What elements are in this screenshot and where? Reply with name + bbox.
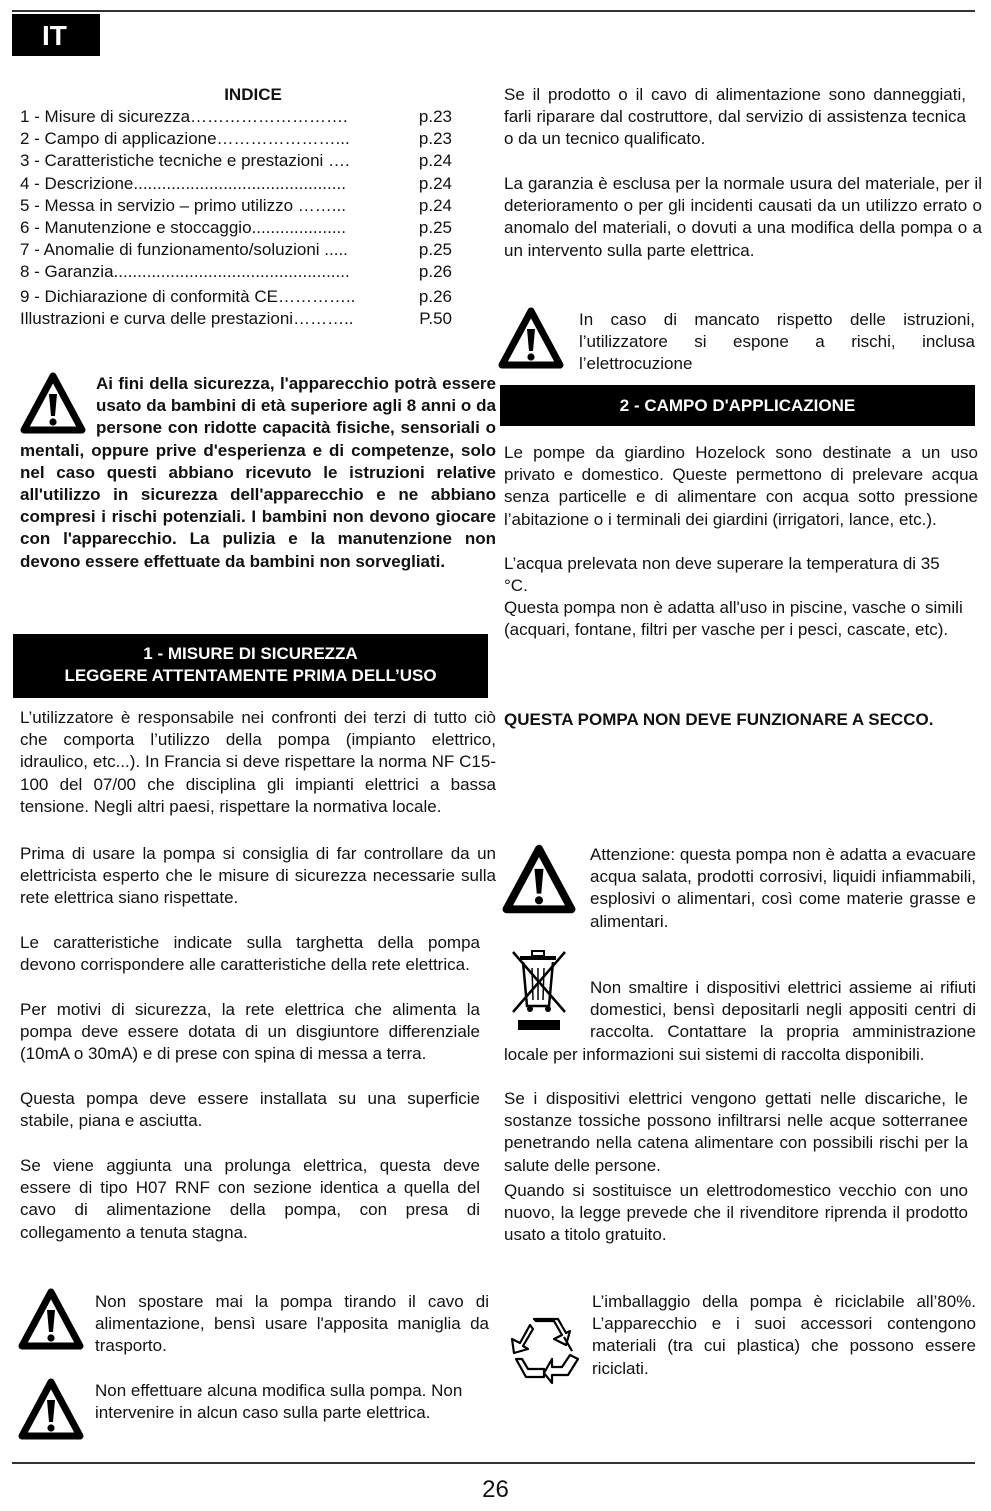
- right-paragraph-6: Se i dispositivi elettrici vengono gettati nelle discariche, le sostanze tossiche possono infiltrarsi nelle acque sotterranee penetrando nella catena alimentare con possibili rischi per la salute delle persone.: [504, 1089, 968, 1175]
- bottom-rule: [12, 1462, 975, 1464]
- warning-icon: [502, 842, 576, 916]
- index-row: [20, 261, 452, 283]
- index-row-page: p.24: [418, 151, 452, 171]
- index-row-page: p.24: [418, 195, 452, 215]
- warn-instructions-text: In caso di mancato rispetto delle istruzioni, l’utilizzatore si espone a rischi, inclusa l’elettrocuzione: [579, 310, 975, 374]
- index-row: [20, 308, 452, 330]
- index-row-label: 5 - Messa in servizio – primo utilizzo ……...: [20, 195, 346, 215]
- index-list: [20, 106, 452, 330]
- page-number: 26: [482, 1476, 509, 1503]
- recycle-icon: [508, 1315, 582, 1385]
- section-1-subtitle: LEGGERE ATTENTAMENTE PRIMA DELL’USO: [64, 666, 437, 685]
- warn-cable-text: Non spostare mai la pompa tirando il cavo di alimentazione, bensì usare l'apposita maniglia da trasporto.: [95, 1292, 489, 1356]
- index-row-page: p.23: [418, 129, 452, 149]
- index-row-page: p.25: [418, 240, 452, 260]
- language-badge: IT: [12, 14, 100, 56]
- index-row-label: 8 - Garanzia..................................................: [20, 262, 350, 282]
- index-row: [20, 106, 452, 128]
- right-paragraph-2: La garanzia è esclusa per la normale usura del materiale, per il deterioramento o per gli incidenti causati da un utilizzo errato o anomalo del materiali, o dovuti a una modifica della pompa o a un intervento sulla parte elettrica.: [504, 174, 982, 260]
- index-row: [20, 286, 452, 308]
- left-paragraph-3: Le caratteristiche indicate sulla targhetta della pompa devono corrispondere alle caratteristiche della rete elettrica.: [20, 933, 480, 975]
- right-paragraph-3: Le pompe da giardino Hozelock sono destinate a un uso privato e domestico. Queste permettono di prelevare acqua senza particelle e di alimentare con acqua sotto pressione l’abitazione o i terminali dei giardini (irrigatori, lance, etc.).: [504, 443, 978, 529]
- index-row-label: Illustrazioni e curva delle prestazioni………..: [20, 308, 354, 328]
- index-row-page: P.50: [419, 308, 452, 328]
- right-paragraph-4: L’acqua prelevata non deve superare la temperatura di 35 °C.: [504, 554, 940, 596]
- warn-attention-text: Attenzione: questa pompa non è adatta a evacuare acqua salata, prodotti corrosivi, liquidi infiammabili, esplosivi o alimentari, così come materie grasse e alimentari.: [590, 845, 976, 931]
- index-row-page: p.25: [418, 217, 452, 237]
- index-row-page: p.24: [418, 173, 452, 193]
- index-row: [20, 128, 452, 150]
- index-row-label: 3 - Caratteristiche tecniche e prestazioni ….: [20, 151, 350, 171]
- index-row-label: 1 - Misure di sicurezza……………………….: [20, 107, 348, 126]
- index-row-label: 6 - Manutenzione e stoccaggio....................: [20, 217, 346, 237]
- dry-run-warning: QUESTA POMPA NON DEVE FUNZIONARE A SECCO.: [504, 710, 934, 729]
- index-row: [20, 239, 452, 261]
- left-paragraph-6: Se viene aggiunta una prolunga elettrica, questa deve essere di tipo H07 RNF con sezione identica a quella del cavo di alimentazione della pompa, con presa di collegamento a tenuta stagna.: [20, 1156, 480, 1242]
- section-1-banner: [13, 634, 488, 698]
- index-row-page: p.26: [418, 262, 452, 282]
- weee-text: Non smaltire i dispositivi elettrici assieme ai rifiuti domestici, bensì depositarli negli appositi centri di raccolta. Contattare la propria amministrazione locale per informazioni sui sistemi di raccolta disponibili.: [504, 978, 976, 1064]
- index-row: [20, 217, 452, 239]
- warning-icon: [18, 1376, 84, 1442]
- index-row-label: 2 - Campo di applicazione…………………...: [20, 129, 350, 149]
- section-2-banner: [500, 385, 975, 426]
- warning-icon: [498, 305, 564, 371]
- warning-icon: [18, 1286, 84, 1352]
- left-paragraph-1: L’utilizzatore è responsabile nei confronti dei terzi di tutto ciò che comporta l’utilizzo della pompa (impianto elettrico, idraulico, etc...). In Francia si deve rispettare la norma NF C15-100 del 07/00 che disciplina gli impianti elettrici a bassa tensione. Negli altri paesi, rispettare la normativa locale.: [20, 708, 496, 816]
- left-paragraph-5: Questa pompa deve essere installata su una superficie stabile, piana e asciutta.: [20, 1089, 480, 1131]
- section-2-title: 2 - CAMPO D'APPLICAZIONE: [619, 396, 856, 415]
- index-row: [20, 150, 452, 172]
- left-paragraph-2: Prima di usare la pompa si consiglia di far controllare da un elettricista esperto che le misure di sicurezza necessarie sulla rete elettrica siano rispettate.: [20, 844, 496, 908]
- right-paragraph-5: Questa pompa non è adatta all'uso in piscine, vasche o simili (acquari, fontane, filtri per vasche per i pesci, cascate, etc).: [504, 598, 963, 640]
- index-row: [20, 173, 452, 195]
- left-paragraph-4: Per motivi di sicurezza, la rete elettrica che alimenta la pompa deve essere dotata di un disgiuntore differenziale (10mA o 30mA) e di prese con spina di messa a terra.: [20, 1000, 480, 1064]
- safety-children-text: Ai fini della sicurezza, l'apparecchio potrà essere usato da bambini di età superiore agli 8 anni o da persone con ridotte capacità fisiche, sensoriali o mentali, oppure prive d'esperienza e di competenze, solo nel caso questi abbiano ricevuto le istruzioni relative all'utilizzo in sicurezza dell'apparecchio e ne abbiano compresi i rischi potenziali. I bambini non devono giocare con l'apparecchio. La pulizia e la manutenzione non devono essere effettuate da bambini non sorvegliati.: [20, 374, 496, 571]
- warn-modify-text: Non effettuare alcuna modifica sulla pompa. Non intervenire in alcun caso sulla parte elettrica.: [95, 1381, 463, 1423]
- index-row-page: p.26: [418, 286, 452, 306]
- section-1-title: 1 - MISURE DI SICUREZZA: [143, 644, 358, 663]
- index-title: INDICE: [224, 85, 282, 104]
- index-row-label: 7 - Anomalie di funzionamento/soluzioni .....: [20, 240, 348, 260]
- right-paragraph-7: Quando si sostituisce un elettrodomestico vecchio con uno nuovo, la legge prevede che il rivenditore riprenda il prodotto usato a titolo gratuito.: [504, 1181, 968, 1245]
- recycle-text: L’imballaggio della pompa è riciclabile all’80%. L’apparecchio e i suoi accessori contengono materiali (tra cui plastica) che possono essere riciclati.: [592, 1292, 976, 1378]
- index-row: [20, 195, 452, 217]
- index-row-label: 9 - Dichiarazione di conformità CE…………..: [20, 286, 356, 306]
- right-paragraph-1: Se il prodotto o il cavo di alimentazione sono danneggiati, farli riparare dal costruttore, dal servizio di assistenza tecnica o da un tecnico qualificato.: [504, 85, 966, 149]
- left-column: [20, 0, 496, 1460]
- index-row-page: p.23: [418, 107, 452, 126]
- index-row-label: 4 - Descrizione.............................................: [20, 173, 346, 193]
- right-column: [504, 0, 982, 1460]
